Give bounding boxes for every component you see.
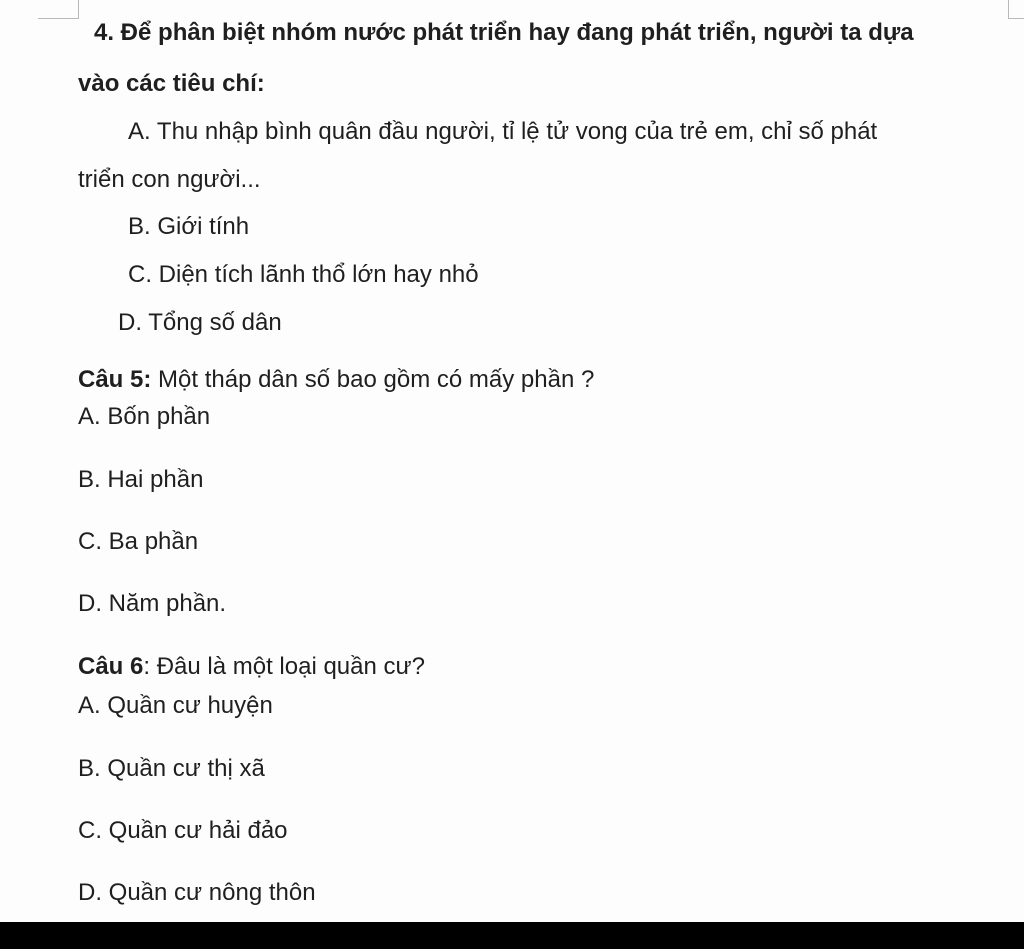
question-4-option-a-line-1: A. Thu nhập bình quân đầu người, tỉ lệ tử vong của trẻ em, chỉ số phát <box>128 118 878 145</box>
question-4-line-2: vào các tiêu chí: <box>78 70 265 97</box>
question-5-option-b: B. Hai phần <box>78 466 204 493</box>
question-5-text: Một tháp dân số bao gồm có mấy phần ? <box>151 366 595 393</box>
question-6-option-d: D. Quần cư nông thôn <box>78 879 316 906</box>
question-6-option-a: A. Quần cư huyện <box>78 692 273 719</box>
question-5-option-a: A. Bốn phần <box>78 403 211 430</box>
question-5-option-c: C. Ba phần <box>78 528 199 555</box>
question-5 <box>78 365 594 395</box>
question-4-line-1: 4. Để phân biệt nhóm nước phát triển hay đang phát triển, người ta dựa <box>94 19 914 46</box>
question-6-label: Câu 6 <box>78 653 144 680</box>
question-5-label: Câu 5: <box>78 366 152 393</box>
question-6 <box>78 652 425 682</box>
question-6-option-b: B. Quần cư thị xã <box>78 755 265 782</box>
question-4-option-a-line-2: triển con người... <box>78 166 261 193</box>
question-4-option-d: D. Tổng số dân <box>118 309 282 336</box>
question-4-option-c: C. Diện tích lãnh thổ lớn hay nhỏ <box>128 261 479 288</box>
question-4-option-b: B. Giới tính <box>128 213 250 240</box>
bottom-black-bar <box>0 922 1024 949</box>
question-6-option-c: C. Quần cư hải đảo <box>78 817 288 844</box>
question-5-option-d: D. Năm phần. <box>78 590 227 617</box>
question-6-text: : Đâu là một loại quần cư? <box>143 653 425 680</box>
page-corner-mark-left <box>38 0 79 19</box>
page-corner-mark-right <box>1008 0 1024 19</box>
